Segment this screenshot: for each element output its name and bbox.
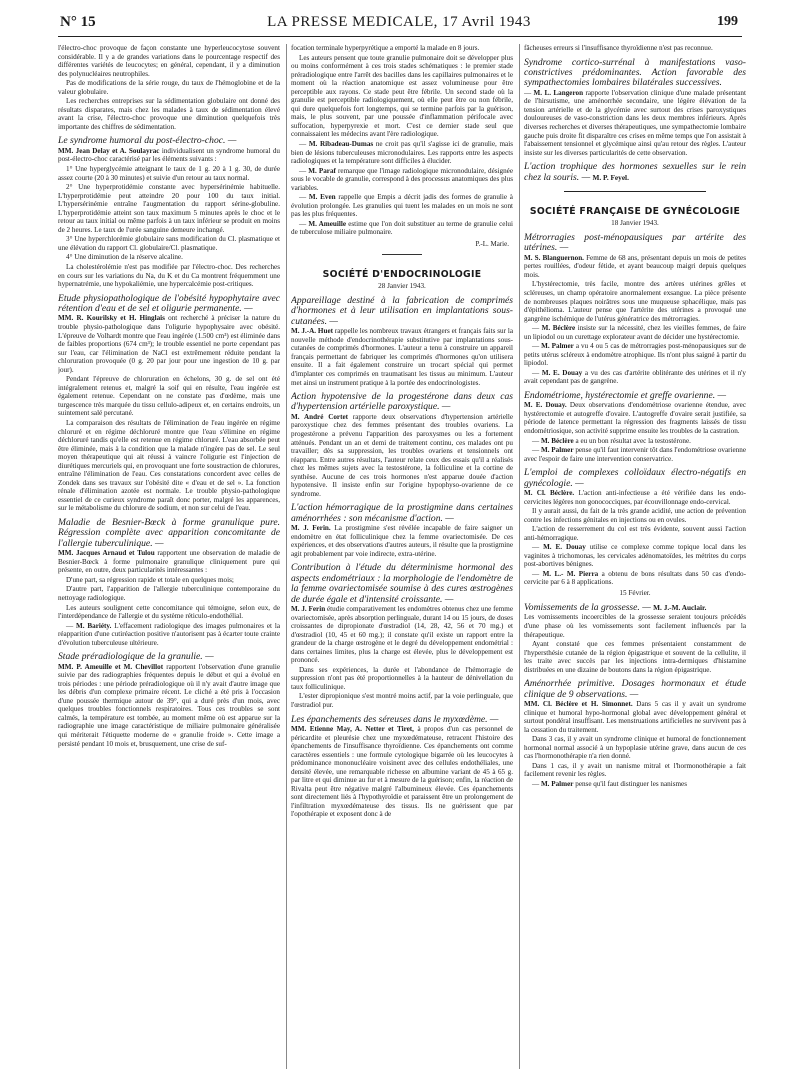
paragraph-text: a vu des cas d'artérite oblitérante des utérines et il n'y avait cependant pas de gangrène. xyxy=(524,368,746,386)
authors: M. Palmer xyxy=(540,780,574,788)
heading-text: Les épanchements des séreuses dans le myxœdème. xyxy=(291,713,488,725)
article-heading: Endométriome, hystérectomie et greffe ovarienne. — xyxy=(524,389,727,401)
paragraph: Il y aurait aussi, du fait de la très grande acidité, une action de prévention contre les infections génitales en injections ou en ovules. xyxy=(524,507,746,524)
authors: M. Palmer xyxy=(540,446,574,455)
paragraph: L'action de resserrement du col est très évidente, souvent aussi l'action anti-hémorragique. xyxy=(524,525,746,542)
divider xyxy=(564,191,706,192)
paragraph: — M. E. Douay a vu des cas d'artérite oblitérante des utérines et il n'y avait cependant pas de gangrène. xyxy=(524,368,746,386)
column-3 xyxy=(524,44,746,1074)
section-title: SOCIÉTÉ D'ENDOCRINOLOGIE xyxy=(322,269,482,281)
paragraph-text: rappelle les nombreux travaux étrangers et français faits sur la nouvelle méthode d'endocrinothérapie substitutive par implantations sous-cutanées de comprimés d'hormones. L'auteur a tenu à construire un appareil français permettant de fabriquer les comprimés d'hormones qu'on utilisera ensuite. Il a fait également construire un trocart spécial qui permet d'implanter ces comprimés en traumatisant les tissus au minimum. L'auteur met ainsi un instrument pratique à la portée des endocrinologistes. xyxy=(291,327,513,387)
heading-text: Syndrome cortico-surrénal à manifestations vaso-constrictives prédominantes. Action favorable des sympathectomies lombaires bilatérales successives. xyxy=(524,56,746,89)
paragraph-text: a obtenu de bons résultats dans 50 cas d'endo-cervicite par 6 à 8 applications. xyxy=(524,569,746,587)
authors: M. J.-M. Auclair. xyxy=(653,603,707,613)
paragraph xyxy=(291,605,513,665)
authors: M. Béclère xyxy=(541,324,576,333)
page-header xyxy=(60,14,738,36)
heading-text: Endométriome, hystérectomie et greffe ovarienne. xyxy=(524,389,716,401)
paragraph: — M. Bariéty. L'effacement radiologique des images pulmonaires et la réapparition d'une cutiréaction positive n'autorisent pas à écarter toute crainte d'évolution tuberculeuse ultérieure. xyxy=(58,621,280,647)
article-heading: Les épanchements des séreuses dans le myxœdème. — xyxy=(291,713,499,725)
heading-text: Etude physiopathologique de l'obésité hypophytaire avec rétention d'eau et de sel et oligurie permanente. xyxy=(58,292,280,315)
column-2 xyxy=(291,44,513,1074)
heading-text: L'emploi de complexes colloïdaux électro-négatifs en gynécologie. xyxy=(524,467,746,489)
paragraph: L'ester dipropionique s'est montré moins actif, par la voie perlinguale, que l'œstradiol pur. xyxy=(291,692,513,709)
issue-number: N° 15 xyxy=(60,14,96,30)
article-heading: Vomissements de la grossesse. — M. J.-M. Auclair. xyxy=(524,602,707,614)
paragraph xyxy=(524,401,746,435)
article-heading xyxy=(524,58,746,89)
authors: MM. Cl. Béclère et H. Simonnet. xyxy=(524,700,633,709)
paragraph-text: utilise ce complexe comme topique local dans les vaginites à trichomonas, les cervicales adénomatoïdes, les métrites du corps post-abortives bénignes. xyxy=(524,543,746,569)
heading-text: Métrorragies post-ménopausiques par artérite des utérines. xyxy=(524,231,746,254)
paragraph-text: Deux observations d'endométriose ovarienne étendue, avec hystérectomie et autogreffe d'ovaire. L'autogreffe d'ovaire serait justifiée, sa période de latence permettant la régression des fragments laissés de tissu endométriosique, son activité supprime ensuite les troubles de la castration. xyxy=(524,401,746,436)
article-columns xyxy=(58,44,746,1074)
article-heading: L'action hémorragique de la prostigmine dans certaines aménorrhées : son mécanisme d'action. — xyxy=(291,502,513,524)
paragraph-text: L'effacement radiologique des images pulmonaires et la réapparition d'une cutiréaction positive n'autorisent pas à écarter toute crainte d'évolution tuberculeuse ultérieure. xyxy=(58,621,280,647)
paragraph xyxy=(291,327,513,387)
paragraph: — M. L. Langeron rapporte l'observation clinique d'une malade présentant de l'hirsutisme, une aménorrhée secondaire, une légère élévation de la tension artérielle et de la glycémie avec surtout des crises paroxystiques douloureuses de vaso-constriction dans les deux membres inférieurs. Après diverses recherches et diverses thérapeutiques, une sympathectomie lombaire gauche puis droite fit disparaître ces crises en même temps que l'on assistait à l'abaissement tensionnel et glycémique ainsi qu'au retour des règles. L'auteur insiste sur les diverses particularités de cette observation. xyxy=(524,88,746,157)
heading-text: Le syndrome humoral du post-électro-choc. xyxy=(58,135,226,147)
column-1 xyxy=(58,44,280,1074)
list-item: 2° Une hyperprotidémie constante avec hypersérinémie habituelle. L'hyperprotidémie peut atteindre 20 pour 100 du taux initial. L'hypersérinémie entraîne l'augmentation du rapport sérine-globuline. L'hyperprotidémie atteint son taux maximum 5 minutes après le choc et le retour au taux initial ou même parfois à un taux inférieur se produit en moins de 2 heures. Le taux de l'urée sanguine demeure inchangé. xyxy=(58,183,280,234)
article-heading: Métrorragies post-ménopausiques par artérite des utérines. — xyxy=(524,231,746,254)
heading-text: L'action trophique des hormones sexuelles sur le rein chez la souris. xyxy=(524,161,746,183)
paragraph: — M. Palmer pense qu'il faut intervenir tôt dans l'endométriose ovarienne avec l'espoir de faire une intervention conservatrice. xyxy=(524,446,746,463)
paragraph: Les vomissements incoercibles de la grossesse seraient toujours précédés d'une phase où les vomissements sont facilement influencés par la thérapeutique. xyxy=(524,613,746,639)
paragraph xyxy=(291,725,513,819)
paragraph-text: remarque que l'image radiologique micronodulaire, désignée sous le vocable de granulie, correspond à des processus anatomiques des plus variables. xyxy=(291,166,513,192)
paragraph: — M. Béclère insiste sur la nécessité, chez les vieilles femmes, de faire un lipiodol ou un curettage explorateur avant de décider une hystérectomie. xyxy=(524,324,746,341)
article-heading: Aménorrhée primitive. Dosages hormonaux et étude clinique de 9 observations. — xyxy=(524,678,746,700)
paragraph: Dans 3 cas, il y avait un syndrome clinique et humoral de fonctionnement hormonal normal associé à un hypoplasie utérine grave, dans aucun de ces cas l'hormonothérapie n'a rien donné. xyxy=(524,735,746,761)
article-heading: Contribution à l'étude du déterminisme hormonal des aspects endométriaux : la morphologie de l'endomètre de la femme ovariectomisée soumise à des cures œstrogènes de durée égale et d'intensité croissante. — xyxy=(291,562,513,605)
heading-text: Action hypotensive de la progestérone dans deux cas d'hypertension artérielle paroxystique. xyxy=(291,391,513,413)
paragraph-text: rapporte l'observation clinique d'une malade présentant de l'hirsutisme, une aménorrhée secondaire, une légère élévation de la tension artérielle et de la glycémie avec surtout des crises paroxystiques douloureuses de vaso-constriction dans les deux membres inférieurs. Après diverses recherches et diverses thérapeutiques, une sympathectomie lombaire gauche puis droite fit disparaître ces crises en même temps que l'on assistait à l'abaissement tensionnel et glycémique ainsi qu'au retour des règles. L'auteur insiste sur les diverses particularités de cette observation. xyxy=(524,88,746,157)
paragraph-text: rapportent une observation de maladie de Besnier-Bœck à forme pulmonaire granulique cliniquement pure qui présente, en outre, deux particularités intéressantes : xyxy=(58,549,280,575)
paragraph-text: a eu un bon résultat avec la testostérone. xyxy=(575,436,691,445)
page-number: 199 xyxy=(717,14,738,29)
paragraph-text: rapporte deux observations d'hypertension artérielle paroxystique chez des femmes présentant des troubles ovariens. La progestérone a prévenu l'apparition des paroxysmes ou les a fortement atténués. Pendant un an et demi de traitement continu, ces malades ont pu travailler; dès sa suppression, les troubles ovariens et tensionnels ont réapparu. Entre autres résultats, l'auteur relate ceux des essais qu'il a réalisés chez les mêmes sujets avec la testostérone, la folliculine et la cortine de synthèse. Aucune de ces trois hormones n'est apparue douée d'action hypotensive. Il insiste enfin sur l'origine hypophyso-ovarienne de ce syndrome. xyxy=(291,412,513,498)
paragraph: Les auteurs soulignent cette concomitance qui témoigne, selon eux, de l'interdépendance de l'allergie et du système réticulo-endothélial. xyxy=(58,603,280,621)
paragraph: — M. Paraf remarque que l'image radiologique micronodulaire, désignée sous le vocable de granulie, correspond à des processus anatomiques des plus variables. xyxy=(291,166,513,192)
heading-text: Stade préradiologique de la granulie. xyxy=(58,651,203,663)
paragraph xyxy=(58,147,280,164)
paragraph: Dans ses expériences, la durée et l'abondance de l'hémorragie de suppression n'ont pas été proportionnelles à la hauteur de dénivellation du taux folliculinique. xyxy=(291,665,513,691)
paragraph-text: à propos d'un cas personnel de péricardite et pleurésie chez une myxœdémateuse, retracent l'histoire des épanchements de l'insuffisance thyroïdienne. Ces épanchements ont comme caractères essentiels : une formule cytologique bigarrée où les leucocytes à prédominance mononucléaire voisinent avec des cellules endothéliales, une densité élevée, une remarquable richesse en albumine variant de 45 à 65 g. par litre et qui diminue au fur et à mesure de la guérison; enfin, la réaction de Rivalta peut être négative malgré l'albumineux élevée. Ces épanchements sont directement liés à l'hypothyroïdie et paraissent être un prolongement de l'infiltration myxœdémateuse des tissus. Ils ne guérissent que par l'opothérapie et exposent donc à de xyxy=(291,724,513,819)
paragraph: La comparaison des résultats de l'élimination de l'eau ingérée en régime chloruré et en régime déchloruré montre que l'eau s'élimine en régime déchloruré tandis qu'elle est retenue en régime chloruré. L'eau absorbée peut être éliminée, mais à la condition que la malade n'ingère pas de sel. Le seul moyen thérapeutique qui ait réussi à vaincre l'oligurie est l'injection de diurétiques mercuriels qui, en provoquant une forte soustraction de chlorures, entraîne l'élimination de l'eau. Ces constatations concordent avec celles de Zondek dans ses travaux sur l'obésité dite « d'eau et de sel ». La fonction rénale d'élimination azotée est normale. Le trouble physio-pathologique essentiel de ce curieux syndrome paraît donc porter, malgré les apparences, sur le métabolisme du chlorure de sodium, et non sur celui de l'eau. xyxy=(58,419,280,513)
paragraph xyxy=(524,489,746,506)
section-date: 15 Février. xyxy=(619,589,651,598)
paragraph: D'autre part, l'apparition de l'allergie tuberculinique contemporaine du nettoyage radiologique. xyxy=(58,585,280,602)
article-heading: Etude physiopathologique de l'obésité hypophytaire avec rétention d'eau et de sel et oligurie permanente. — xyxy=(58,292,280,315)
paragraph-text: L'action anti-infectieuse a été vérifiée dans les endo-cervicites légères non gonococciques, par écouvillonnage endo-cervical. xyxy=(524,489,746,506)
paragraph: Les auteurs pensent que toute granulie pulmonaire doit se développer plus ou moins conformément à ces trois stades schématiques : le premier stade préradiologique entre l'arrêt des bacilles dans les capillaires pulmonaires et le moment où la réaction anatomique est assez volumineuse pour être perceptible aux rayons. Ce stade peut être fébrile. Un second stade où la granulie est perceptible radiologiquement, où elle peut être ou non fébrile, qui dure quelquefois fort longtemps, qui se termine parfois par la guérison, mais, le plus souvent, par une poussée d'inflammation périfocale avec suffocation, hyperpyrexie et mort. C'est ce dernier stade seul que connaissaient les médecins avant l'ère radiologique. xyxy=(291,53,513,139)
authors: M. J.-A. Huet xyxy=(291,327,333,336)
paragraph-text: individualisent un syndrome humoral du post-électro-choc caractérisé par les éléments suivants : xyxy=(58,146,280,164)
paragraph: — M. Even rappelle que Empis a décrit jadis des formes de granulie à évolution prolongée. Les granulies qui tuent les malades en un mois ne sont pas les plus fréquentes. xyxy=(291,193,513,219)
paragraph: Pas de modifications de la série rouge, du taux de l'hémoglobine et de la valeur globulaire. xyxy=(58,79,280,96)
authors: M. E. Douay xyxy=(543,543,586,552)
authors: MM. P. Ameuille et M. Chevillot xyxy=(58,662,164,671)
authors: MM. R. Kourilsky et H. Hinglais xyxy=(58,314,165,323)
authors: MM. Jean Delay et A. Soulayrac xyxy=(58,146,160,155)
authors: M. Béclère xyxy=(540,436,574,445)
list-item: 4° Une diminution de la réserve alcaline. xyxy=(66,253,183,262)
authors: M. E. Douay xyxy=(541,368,583,377)
heading-text: Aménorrhée primitive. Dosages hormonaux et étude clinique de 9 observations. xyxy=(524,678,746,700)
paragraph-text: étudie comparativement les endomètres obtenus chez une femme ovariectomisée, après absorption perlinguale, durant 14 ou 15 jours, de doses croissantes de dipropionate d'œstradiol (14, 28, 42, 56 et 70 mg.) et d'œstradiol (10, 45 et 60 mg.); il constate qu'il existe un rapport entre la grandeur de la charge œstrogène et le degré du développement endométrial : dans certaines limites, plus la charge est élevée, plus le développement est prononcé. xyxy=(291,604,513,665)
paragraph: La cholestérolémie n'est pas modifiée par l'électro-choc. Des recherches en cours sur les variations du Na, du K et du Ca montrent fréquemment une hypernatrémie, une hypokaliémie, une hypercalcémie post-critiques. xyxy=(58,262,280,289)
heading-text: Maladie de Besnier-Bœck à forme granulique pure. Régression complète avec apparition concomitante de l'allergie tuberculinique. xyxy=(58,517,280,549)
paragraph: focation terminale hyperpyrétique a emporté la malade en 8 jours. xyxy=(291,44,480,52)
article-heading: L'action trophique des hormones sexuelles sur le rein chez la souris. — M. P. Feyel. xyxy=(524,161,746,183)
paragraph: — M. Palmer a vu 4 ou 5 cas de métrorragies post-ménopausiques sur de petits utérus scléreux à endomètre atrophique. Ils n'ont plus saigné à partir du lipiodol. xyxy=(524,342,746,368)
paragraph: — M. Palmer pense qu'il faut distinguer les nanismes xyxy=(532,780,687,788)
paragraph: l'électro-choc provoque de façon constante une hyperleucocytose souvent considérable. Il y a de grandes variations dans le pourcentage respectif des différentes variétés de leucocytes; en général, cependant, il y a diminution des polynucléaires neutrophiles. xyxy=(58,44,280,78)
paragraph: — M. L.- M. Pierra a obtenu de bons résultats dans 50 cas d'endo-cervicite par 6 à 8 applications. xyxy=(524,569,746,587)
list-item: 3° Une hyperchlorémie globulaire sans modification du Cl. plasmatique et une élévation du rapport Cl. globulaire/Cl. plasmatique. xyxy=(58,235,280,252)
authors: M. Palmer xyxy=(541,342,574,351)
paragraph: — M. Ribadeau-Dumas ne croit pas qu'il s'agisse ici de granulie, mais bien de lésions tuberculeuses micronodulaires. Les rapports entre les aspects radiologiques et la température sont difficiles à élucider. xyxy=(291,140,513,166)
authors: MM. Jacques Arnaud et Tulou xyxy=(58,549,155,558)
authors: M. L.- M. Pierra xyxy=(542,569,599,578)
paragraph: Ayant constaté que ces femmes présentaient constamment de l'hypersthésie cutanée de la région épigastrique et souvent de la cellulite, il les traite avec succès par les injections intra-dermiques d'histamine distribuées en une dizaine de boutons dans la région épigastrique. xyxy=(524,640,746,674)
paragraph: — M. E. Douay utilise ce complexe comme topique local dans les vaginites à trichomonas, les cervicales adénomatoïdes, les métrites du corps post-abortives bénignes. xyxy=(524,543,746,569)
authors: M. Bariéty. xyxy=(76,621,112,630)
authors: M. P. Feyel. xyxy=(592,172,629,182)
article-heading: Action hypotensive de la progestérone dans deux cas d'hypertension artérielle paroxystique. — xyxy=(291,391,513,413)
authors: M. J. Ferin. xyxy=(291,524,331,533)
paragraph-text: pense qu'il faut distinguer les nanismes xyxy=(575,780,687,788)
paragraph-text: rappelle que Empis a décrit jadis des formes de granulie à évolution prolongée. Les granulies qui tuent les malades en un mois ne sont pas les plus fréquentes. xyxy=(291,193,513,219)
section-date: 28 Janvier 1943. xyxy=(378,282,426,291)
article-heading: Stade préradiologique de la granulie. — xyxy=(58,651,214,663)
paragraph xyxy=(291,524,513,558)
paragraph xyxy=(524,254,746,280)
paragraph-text: La prostigmine s'est révélée incapable de faire saigner un endomètre en état folliculinique chez la femme ovariectomisée. De ces expériences, et des observations d'autres auteurs, il résulte que la prostigmine agit probablement par voie indirecte, extra-utérine. xyxy=(291,524,513,558)
paragraph-text: ne croit pas qu'il s'agisse ici de granulie, mais bien de lésions tuberculeuses micronodulaires. Les rapports entre les aspects radiologiques et la température sont difficiles à élucider. xyxy=(291,140,513,166)
article-heading: L'emploi de complexes colloïdaux électro-négatifs en gynécologie. — xyxy=(524,467,746,489)
paragraph: D'une part, sa régression rapide et totale en quelques mois; xyxy=(66,575,234,584)
authors: M. Even xyxy=(308,193,336,202)
signature: P.-L. Marie. xyxy=(475,240,509,249)
paragraph xyxy=(58,314,280,374)
authors: M. André Cortet xyxy=(291,412,349,421)
paragraph: — M. Ameuille estime que l'on doit substituer au terme de granulie celui de tuberculose miliaire pulmonaire. xyxy=(291,219,513,237)
paragraph-text: Femme de 68 ans, présentant depuis un mois de petites pertes rouillées, d'odeur fétide, et ayant beaucoup maigri depuis quelques mois. xyxy=(524,253,746,279)
article-heading: Le syndrome humoral du post-électro-choc. — xyxy=(58,135,237,147)
paragraph-text: a vu 4 ou 5 cas de métrorragies post-ménopausiques sur de petits utérus scléreux à endomètre atrophique. Ils n'ont plus saigné à partir du lipiodol. xyxy=(524,342,746,368)
paragraph-text: insiste sur la nécessité, chez les vieilles femmes, de faire un lipiodol ou un curettage explorateur avant de décider une hystérectomie. xyxy=(524,324,746,341)
authors: M. E. Douay. xyxy=(524,401,567,410)
section-title: SOCIÉTÉ FRANÇAISE DE GYNÉCOLOGIE xyxy=(529,205,741,217)
article-heading: Maladie de Besnier-Bœck à forme granulique pure. Régression complète avec apparition concomitante de l'allergie tuberculinique. — xyxy=(58,517,280,549)
paragraph: Les recherches entreprises sur la sédimentation globulaire ont donné des résultats disparates, mais chez les malades à taux de sédimentation élevé avant la crise, l'électro-choc provoque une diminution quelquefois très importante des chiffres de sédimentation. xyxy=(58,97,280,131)
paragraph: — M. Béclère a eu un bon résultat avec la testostérone. xyxy=(532,436,691,445)
paragraph xyxy=(58,549,280,575)
divider xyxy=(382,254,422,255)
authors: M. Cl. Béclère. xyxy=(524,489,575,498)
authors: M. Ribadeau-Dumas xyxy=(308,140,374,149)
paragraph-text: rapportent l'observation d'une granulie suivie par des radiographies fréquentes depuis le début et qui a évolué en trois périodes : une période préradiologique où il n'y avait d'autre image que les débris d'un complexe primaire récent. Le cliché a été pris à l'occasion d'une poussée thermique autour de 39°, qui a duré près d'un mois, avec quelques troubles fonctionnels respiratoires. Tous ces troubles se sont calmés, la température est tombée, au moment même où est apparue sur la radiographie une image caractéristique de miliaire pulmonaire généralisée qui mériterait l'étiquette moderne de « granulie froide ». Cette image a persisté pendant 10 mois et, brusquement, une crise de suf- xyxy=(58,662,280,748)
authors: MM. Etienne May, A. Netter et Tiret, xyxy=(291,724,414,733)
paragraph xyxy=(524,700,746,734)
paragraph: L'hystérectomie, très facile, montre des artères utérines grêles et scléreuses, un champ opératoire anormalement exsangue. La pièce présente de nombreuses plaques noirâtres sous une muqueuse sphacélique, mais pas d'épithélioma. L'auteur pense que l'artérite des utérines a provoqué une gangrène ischémique de l'utérus génératrice des métrorragies. xyxy=(524,280,746,323)
paragraph: Pendant l'épreuve de chloruration en échelons, 30 g. de sel ont été intégralement retenus et, malgré la soif qui en résulte, l'eau ingérée est également retenue. Cependant on ne constate pas d'œdème, mais une turgescence très marquée du tissu cellulo-adipeux et, en certains endroits, un suintement salé percutané. xyxy=(58,375,280,418)
heading-text: L'action hémorragique de la prostigmine dans certaines aménorrhées : son mécanisme d'action. xyxy=(291,502,513,524)
journal-title: LA PRESSE MEDICALE, 17 Avril 1943 xyxy=(267,14,531,30)
paragraph-text: estime que l'on doit substituer au terme de granulie celui de tuberculose miliaire pulmonaire. xyxy=(291,219,513,237)
paragraph: fâcheuses erreurs si l'insuffisance thyroïdienne n'est pas reconnue. xyxy=(524,44,713,52)
authors: M. J. Ferin xyxy=(291,604,326,613)
heading-text: Appareillage destiné à la fabrication de comprimés d'hormones et à leur utilisation en implantations sous-cutanées. xyxy=(291,295,513,327)
paragraph-text: ont recherché à préciser la nature du trouble physio-pathologique dans l'oligurie hypophysaire avec obésité. L'épreuve de Volhardt montre que l'eau ingérée (1.500 cm³) est éliminée dans de faibles proportions (674 cm³); le trouble essentiel ne porte cependant pas sur l'eau, car l'élimination de NaCl est extrêmement réduite pendant la chloruration provoquée (0 g. 20 par jour pour une ingestion de 10 g. par jour). xyxy=(58,314,280,374)
paragraph xyxy=(291,413,513,498)
heading-text: Contribution à l'étude du déterminisme hormonal des aspects endométriaux : la morphologie de l'endomètre de la femme ovariectomisée soumise à des cures œstrogènes de durée égale et d'intensité croissante. xyxy=(291,562,513,605)
authors: M. S. Blanguernon. xyxy=(524,253,584,262)
authors: M. L. Langeron xyxy=(533,88,584,97)
article-heading: Appareillage destiné à la fabrication de comprimés d'hormones et à leur utilisation en implantations sous-cutanées. — xyxy=(291,295,513,327)
paragraph-text: Dans 5 cas il y avait un syndrome clinique et humoral hypo-hormonal global avec développement général et surtout pondéral insuffisant. Les menstruations artificielles ne survivent pas à la cessation du traitement. xyxy=(524,700,746,734)
list-item: 1° Une hyperglycémie atteignant le taux de 1 g. 20 à 1 g. 30, de durée assez courte (20 à 30 minutes) et suivie d'un retour au taux normal. xyxy=(58,164,280,182)
authors: M. Ameuille xyxy=(308,219,346,228)
paragraph xyxy=(58,663,280,748)
authors: M. Paraf xyxy=(308,166,336,175)
header-rule xyxy=(58,36,742,37)
heading-text: Vomissements de la grossesse. xyxy=(524,602,640,614)
paragraph: Dans 1 cas, il y avait un nanisme mitral et l'hormonothérapie a fait facilement revenir les règles. xyxy=(524,761,746,779)
section-date: 18 Janvier 1943. xyxy=(611,218,659,227)
paragraph-text: pense qu'il faut intervenir tôt dans l'endométriose ovarienne avec l'espoir de faire une intervention conservatrice. xyxy=(524,446,746,463)
